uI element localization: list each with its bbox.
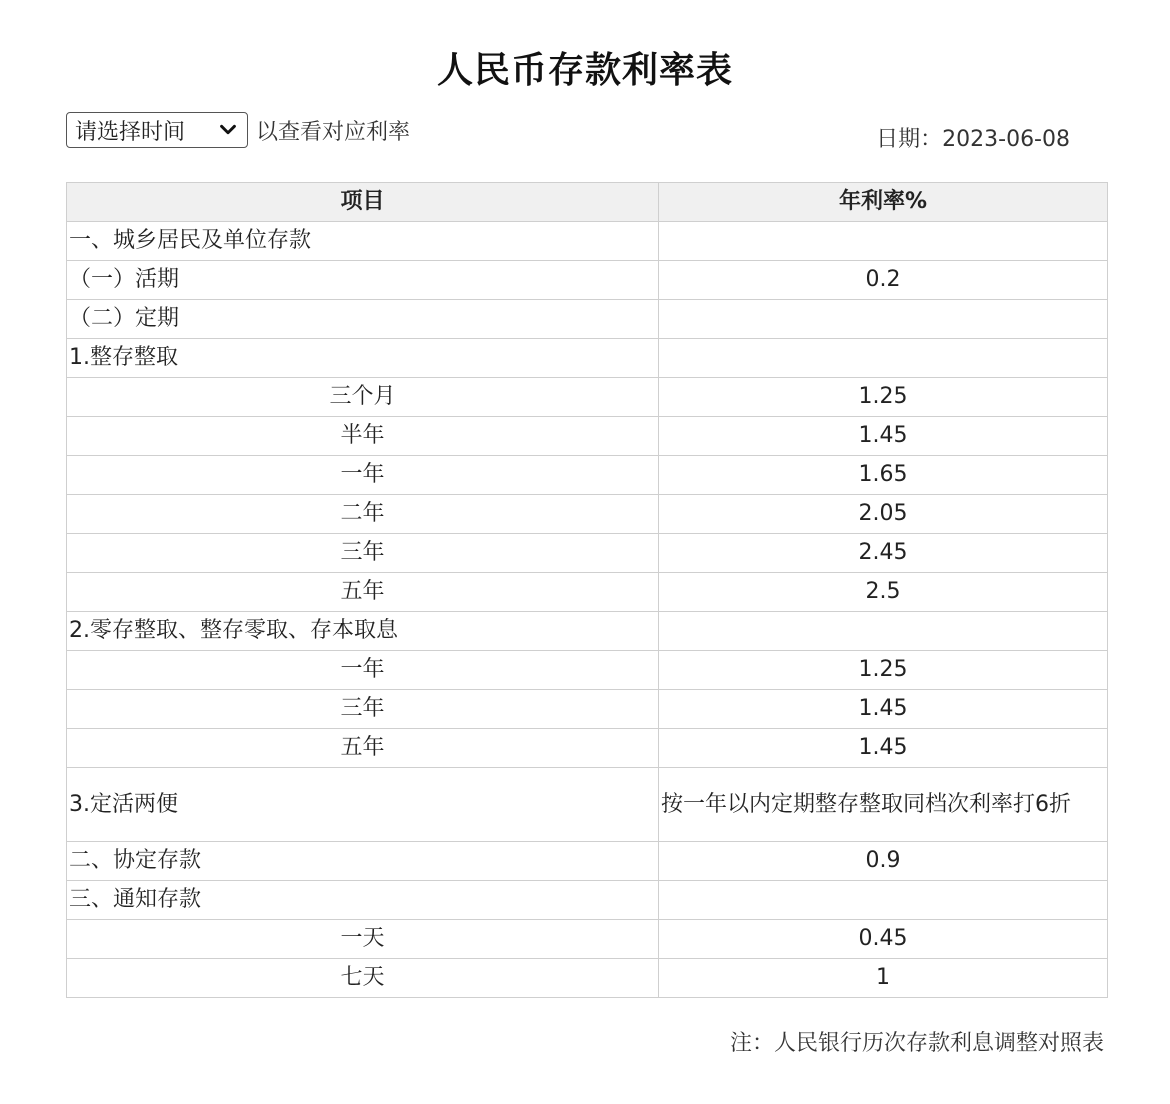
row-rate-cell [659,222,1108,261]
row-rate-cell [659,612,1108,651]
row-rate-cell: 1.65 [659,456,1108,495]
row-item-cell: （一）活期 [67,261,659,300]
row-item-cell: 一年 [67,651,659,690]
row-item-cell: （二）定期 [67,300,659,339]
table-row [67,881,1108,920]
table-row [67,495,1108,534]
time-select-value: 请选择时间 [75,119,186,145]
table-row [67,612,1108,651]
table-row [67,378,1108,417]
row-rate-cell: 2.45 [659,534,1108,573]
row-item-cell: 3.定活两便 [67,768,659,842]
header-rate: 年利率% [659,183,1108,222]
row-rate-cell: 1.25 [659,378,1108,417]
row-rate-cell: 1.45 [659,417,1108,456]
row-rate-cell: 2.5 [659,573,1108,612]
row-rate-cell: 2.05 [659,495,1108,534]
row-item-cell: 五年 [67,729,659,768]
chevron-down-icon [217,119,239,141]
table-row [67,456,1108,495]
footnote-link[interactable]: 注：人民银行历次存款利息调整对照表 [729,1031,1104,1056]
row-rate-cell [659,300,1108,339]
date-label: 日期：2023-06-08 [876,127,1070,152]
row-item-cell: 五年 [67,573,659,612]
row-rate-cell: 1.25 [659,651,1108,690]
row-rate-cell: 按一年以内定期整存整取同档次利率打6折 [659,768,1108,842]
row-item-cell: 三年 [67,534,659,573]
row-rate-cell: 0.45 [659,920,1108,959]
table-row [67,222,1108,261]
row-item-cell: 2.零存整取、整存零取、存本取息 [67,612,659,651]
table-row [67,417,1108,456]
rates-table [66,182,1108,998]
table-row [67,300,1108,339]
table-header-row [67,183,1108,222]
table-row [67,651,1108,690]
row-rate-cell [659,339,1108,378]
time-controls [66,111,410,149]
table-row [67,339,1108,378]
row-item-cell: 半年 [67,417,659,456]
table-row [67,920,1108,959]
row-rate-cell [659,881,1108,920]
table-row [67,959,1108,998]
table-row [67,768,1108,842]
time-select[interactable] [66,112,248,148]
row-item-cell: 一、城乡居民及单位存款 [67,222,659,261]
table-row [67,573,1108,612]
row-item-cell: 三、通知存款 [67,881,659,920]
row-rate-cell: 1 [659,959,1108,998]
row-item-cell: 三年 [67,690,659,729]
row-item-cell: 一天 [67,920,659,959]
table-row [67,729,1108,768]
table-row [67,534,1108,573]
row-rate-cell: 0.2 [659,261,1108,300]
row-item-cell: 二、协定存款 [67,842,659,881]
table-row [67,261,1108,300]
row-item-cell: 三个月 [67,378,659,417]
row-item-cell: 七天 [67,959,659,998]
row-rate-cell: 1.45 [659,729,1108,768]
table-row [67,690,1108,729]
header-item: 项目 [67,183,659,222]
row-item-cell: 1.整存整取 [67,339,659,378]
row-item-cell: 二年 [67,495,659,534]
select-hint: 以查看对应利率 [256,119,411,145]
table-row [67,842,1108,881]
rates-table-body [67,222,1108,998]
row-rate-cell: 0.9 [659,842,1108,881]
row-rate-cell: 1.45 [659,690,1108,729]
page-title: 人民币存款利率表 [436,50,733,91]
row-item-cell: 一年 [67,456,659,495]
